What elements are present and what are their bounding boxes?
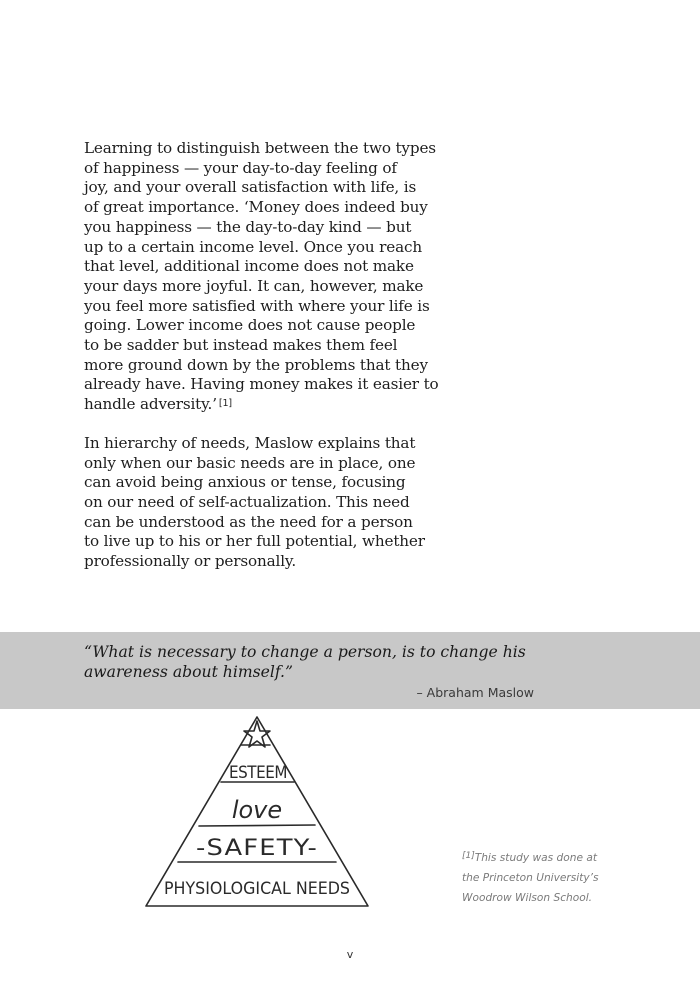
level-esteem: ESTEEM [229, 763, 287, 783]
paragraph-happiness-text: Learning to distinguish between the two types of happiness — your day-to-day feeling of joy, and your overall satisfaction with life, is of great importance. ‘Money does indeed buy you happiness — the day-to-day kind — but up to a certain income level. Once you reach that level, additional income does not make your days more joyful. It can, however, make you feel more satisfied with where your life is going. Lower income does not cause people to be sadder but instead makes them feel more ground down by the problems that they already have. Having money makes it easier to handle adversity.’ [84, 139, 439, 414]
star-icon [244, 721, 270, 747]
paragraph-maslow: In hierarchy of needs, Maslow explains that only when our basic needs are in place, one can avoid being anxious or tense, focusing on our need of self-actualization. This need can be understood as the need for a person to live up to his or her full potential, whether professionally or personally. [84, 433, 425, 571]
level-safety: -SAFETY- [196, 836, 318, 861]
footnote-marker: [1] [462, 851, 475, 861]
quote-author: – Abraham Maslow [416, 685, 534, 700]
quote-band [0, 632, 700, 709]
quote-text: “What is necessary to change a person, is to change his awareness about himself.” [84, 643, 526, 681]
footnote-reference[interactable]: [1] [218, 398, 232, 410]
page-number: v [346, 948, 354, 961]
pyramid-divider-3 [199, 825, 315, 826]
level-love: love [231, 796, 283, 824]
footnote-text: This study was done at the Princeton University’s Woodrow Wilson School. [462, 852, 599, 904]
level-physiological: PHYSIOLOGICAL NEEDS [164, 879, 350, 899]
paragraph-happiness [84, 139, 450, 415]
body-text [84, 139, 450, 572]
maslow-pyramid-illustration [144, 714, 370, 910]
footnote [462, 848, 632, 908]
